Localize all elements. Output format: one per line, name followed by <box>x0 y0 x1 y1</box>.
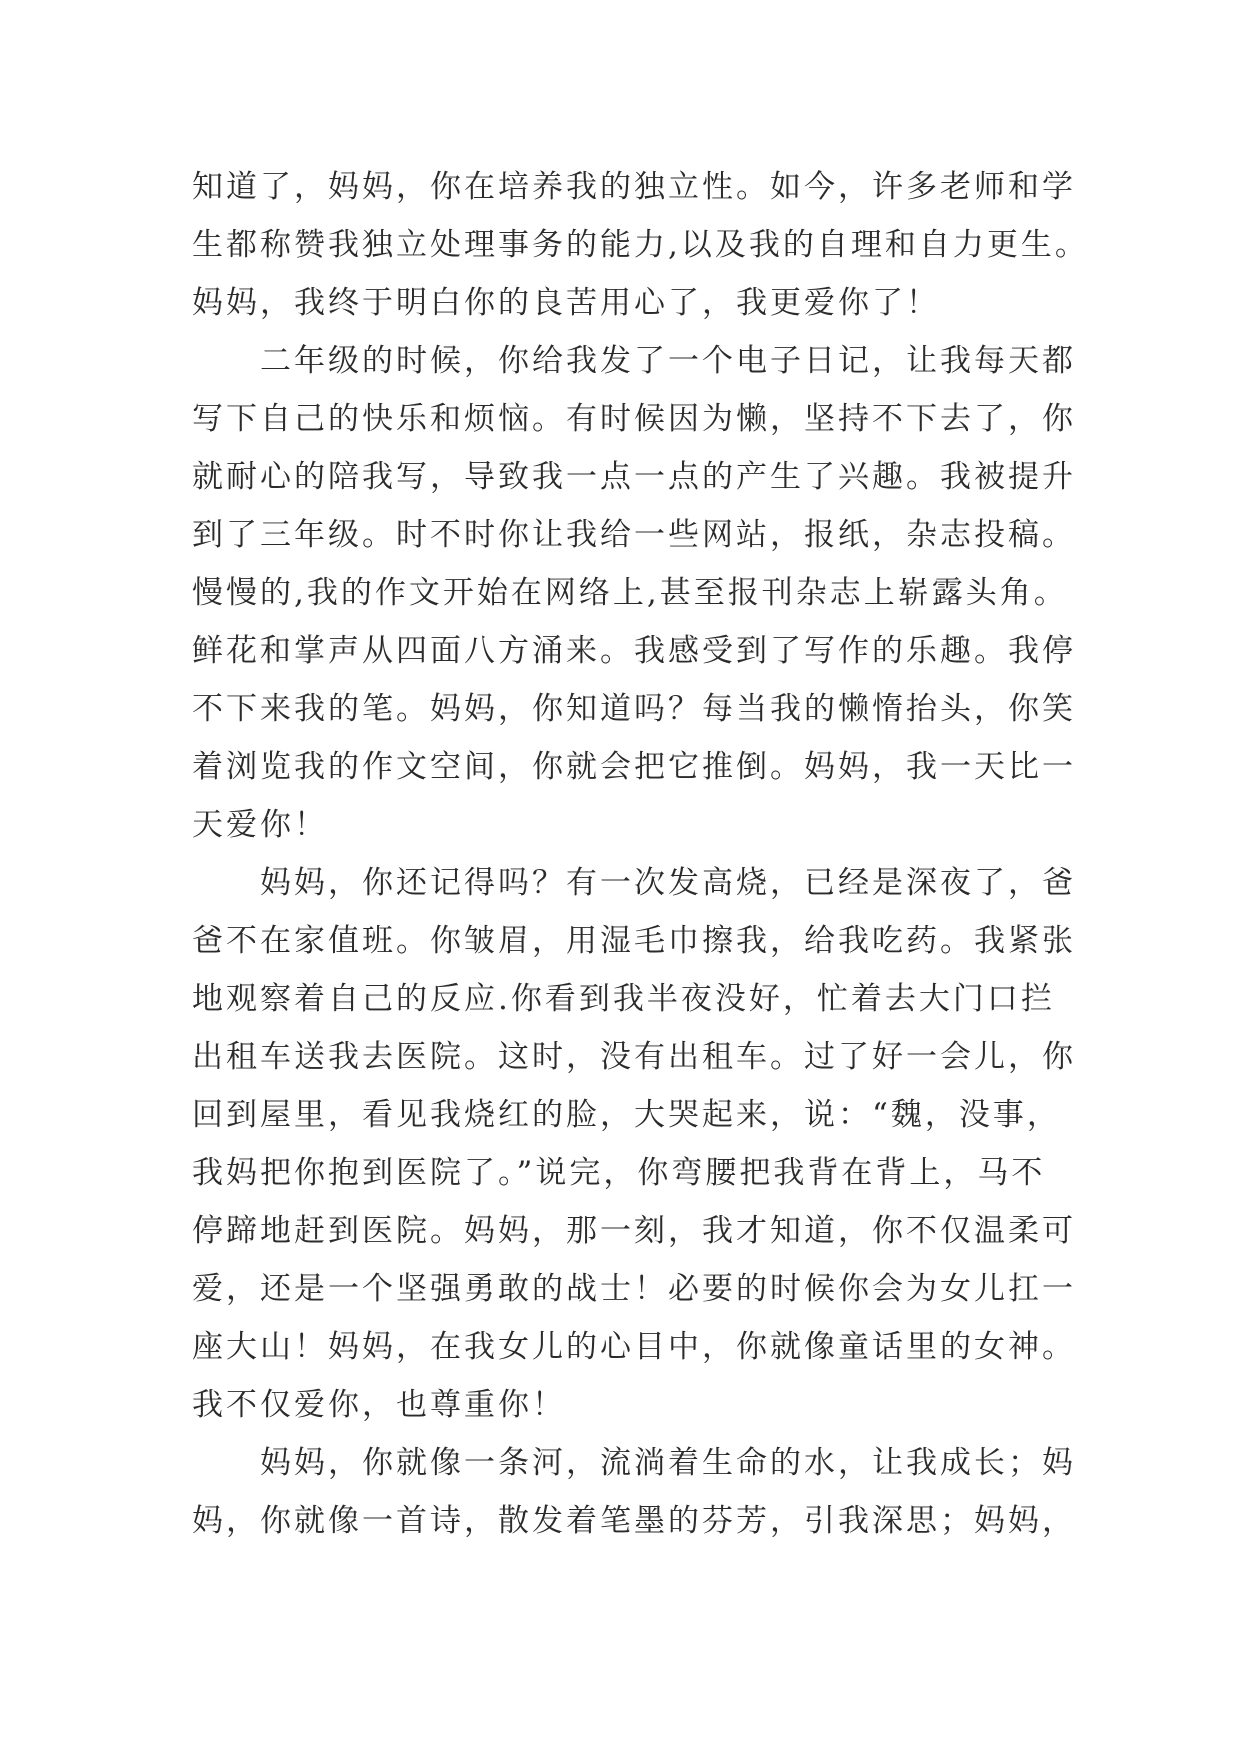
text-line: 我不仅爱你，也尊重你！ <box>192 1387 566 1423</box>
text-line: 妈妈，我终于明白你的良苦用心了，我更爱你了！ <box>192 285 940 321</box>
text-line: 爱，还是一个坚强勇敢的战士！必要的时候你会为女儿扛一 <box>192 1271 1076 1307</box>
text-line: 座大山！妈妈，在我女儿的心目中，你就像童话里的女神。 <box>192 1329 1076 1365</box>
document-body <box>192 158 1092 1550</box>
paragraph-start-line: 妈妈，你还记得吗？有一次发高烧，已经是深夜了，爸 <box>260 865 1076 901</box>
paragraph-start-line: 二年级的时候，你给我发了一个电子日记，让我每天都 <box>260 343 1076 379</box>
text-line: 就耐心的陪我写，导致我一点一点的产生了兴趣。我被提升 <box>192 459 1076 495</box>
text-line: 鲜花和掌声从四面八方涌来。我感受到了写作的乐趣。我停 <box>192 633 1076 669</box>
text-line: 停蹄地赶到医院。妈妈，那一刻，我才知道，你不仅温柔可 <box>192 1213 1076 1249</box>
text-line: 知道了，妈妈，你在培养我的独立性。如今，许多老师和学 <box>192 169 1076 205</box>
text-line: 出租车送我去医院。这时，没有出租车。过了好一会儿，你 <box>192 1039 1076 1075</box>
text-line: 到了三年级。时不时你让我给一些网站，报纸，杂志投稿。 <box>192 517 1076 553</box>
text-line: 写下自己的快乐和烦恼。有时候因为懒，坚持不下去了，你 <box>192 401 1076 437</box>
text-line: 生都称赞我独立处理事务的能力,以及我的自理和自力更生。 <box>192 227 1089 263</box>
text-line: 不下来我的笔。妈妈，你知道吗？每当我的懒惰抬头，你笑 <box>192 691 1076 727</box>
text-line: 我妈把你抱到医院了。”说完，你弯腰把我背在背上，马不 <box>192 1155 1046 1191</box>
text-line: 天爱你！ <box>192 807 328 843</box>
text-line: 回到屋里，看见我烧红的脸，大哭起来，说：“魏，没事， <box>192 1097 1061 1133</box>
text-line: 爸不在家值班。你皱眉，用湿毛巾擦我，给我吃药。我紧张 <box>192 923 1076 959</box>
text-line: 着浏览我的作文空间，你就会把它推倒。妈妈，我一天比一 <box>192 749 1076 785</box>
paragraph-start-line: 妈妈，你就像一条河，流淌着生命的水，让我成长；妈 <box>260 1445 1076 1481</box>
text-line: 妈，你就像一首诗，散发着笔墨的芬芳，引我深思；妈妈， <box>192 1503 1076 1539</box>
text-line: 慢慢的,我的作文开始在网络上,甚至报刊杂志上崭露头角。 <box>192 575 1068 611</box>
text-line: 地观察着自己的反应.你看到我半夜没好，忙着去大门口拦 <box>192 981 1055 1017</box>
